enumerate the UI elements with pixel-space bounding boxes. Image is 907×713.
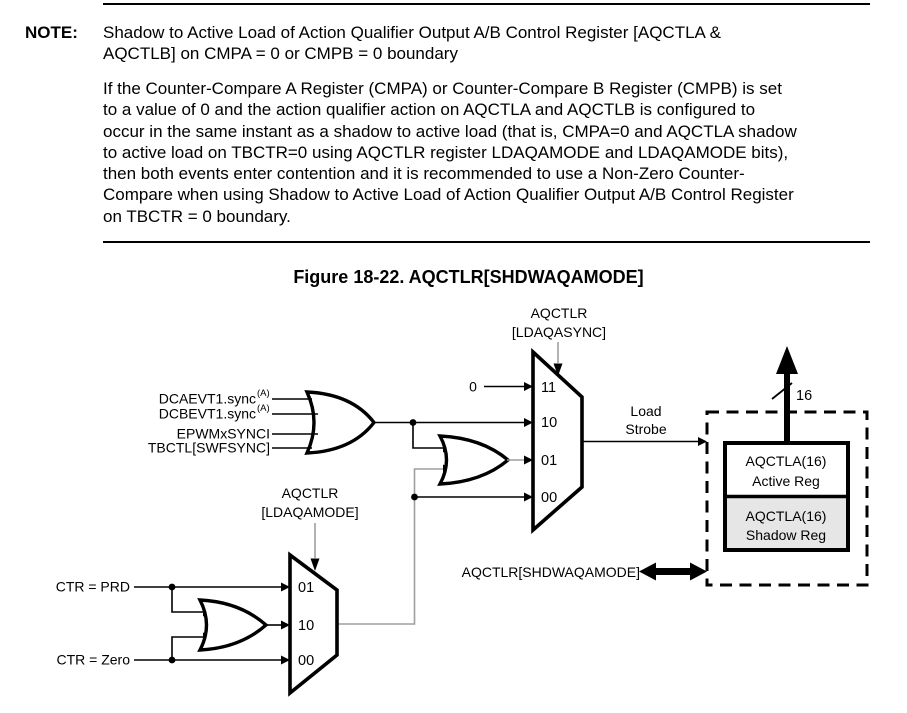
- constant-zero-label: 0: [469, 378, 477, 395]
- mux-input-code: 01: [541, 453, 558, 469]
- figure-title: Figure 18-22. AQCTLR[SHDWAQAMODE]: [293, 267, 644, 287]
- upper-mux-select-label: AQCTLR: [530, 305, 588, 321]
- lower-mux-select-label: AQCTLR: [281, 485, 339, 501]
- mux-input-code: 01: [298, 580, 315, 596]
- mux-input-code: 00: [298, 653, 315, 669]
- lower-mux-select-label: [LDAQAMODE]: [261, 504, 359, 520]
- mux-input-code: 10: [298, 618, 315, 634]
- active-reg-label: Active Reg: [752, 473, 820, 489]
- ctr-or-gate: [200, 600, 266, 650]
- sync-or-gate: [307, 392, 374, 453]
- note-body-line: to a value of 0 and the action qualifier action on AQCTLA and AQCTLB is configured to: [103, 100, 756, 120]
- feedback-wire: [337, 469, 444, 624]
- shadow-reg-label: AQCTLA(16): [745, 508, 827, 524]
- note-body-line: then both events enter contention and it is recommended to use a Non-Zero Counter-: [103, 164, 745, 184]
- load-strobe-label: Strobe: [625, 421, 667, 437]
- note-bottom-divider: [103, 241, 870, 243]
- note-body: [103, 78, 797, 227]
- or-input-label: TBCTL[SWFSYNC]: [147, 439, 270, 456]
- bus-width-label: 16: [796, 388, 813, 404]
- note-label: NOTE:: [25, 23, 78, 42]
- right-arrowhead-icon: [690, 563, 707, 581]
- or-input-label: DCAEVT1.sync: [158, 390, 256, 407]
- note-body-line: Compare when using Shadow to Active Load of Action Qualifier Output A/B Control Register: [103, 185, 794, 205]
- mux-input-code: 00: [541, 490, 558, 506]
- up-arrowhead-icon: [776, 346, 798, 374]
- note-heading-line: AQCTLB] on CMPA = 0 or CMPB = 0 boundary: [103, 44, 458, 63]
- shadow-reg-label: Shadow Reg: [745, 527, 827, 543]
- or-input-superscript: (A): [257, 388, 270, 399]
- mux-input-code: 10: [541, 415, 558, 431]
- left-arrowhead-icon: [639, 563, 656, 581]
- active-reg-label: AQCTLA(16): [745, 453, 827, 469]
- load-strobe-label: Load: [630, 403, 662, 419]
- note-heading-line: Shadow to Active Load of Action Qualifier Output A/B Control Register [AQCTLA &: [103, 23, 721, 42]
- small-or-gate: [440, 436, 508, 484]
- upper-mux-select-label: [LDAQASYNC]: [511, 324, 607, 340]
- note-body-line: to active load on TBCTR=0 using AQCTLR register LDAQAMODE and LDAQAMODE bits),: [103, 142, 789, 162]
- block-diagram: [0, 290, 907, 713]
- ctr-zero-label: CTR = Zero: [56, 651, 130, 668]
- note-body-line: occur in the same instant as a shadow to active load (that is, CMPA=0 and AQCTLA shadow: [103, 121, 797, 141]
- or-input-superscript: (A): [257, 403, 270, 414]
- note-body-line: If the Counter-Compare A Register (CMPA) or Counter-Compare B Register (CMPB) is set: [103, 79, 782, 98]
- mux-input-code: 11: [541, 380, 557, 396]
- note-heading: [103, 22, 721, 64]
- or-input-label: EPWMxSYNCI: [176, 425, 270, 442]
- or-input-label: DCBEVT1.sync: [158, 405, 256, 422]
- top-divider: [103, 3, 870, 5]
- ctr-prd-label: CTR = PRD: [55, 578, 130, 595]
- note-body-line: on TBCTR = 0 boundary.: [103, 206, 291, 226]
- shdwaqamode-label: AQCTLR[SHDWAQAMODE]: [461, 564, 640, 580]
